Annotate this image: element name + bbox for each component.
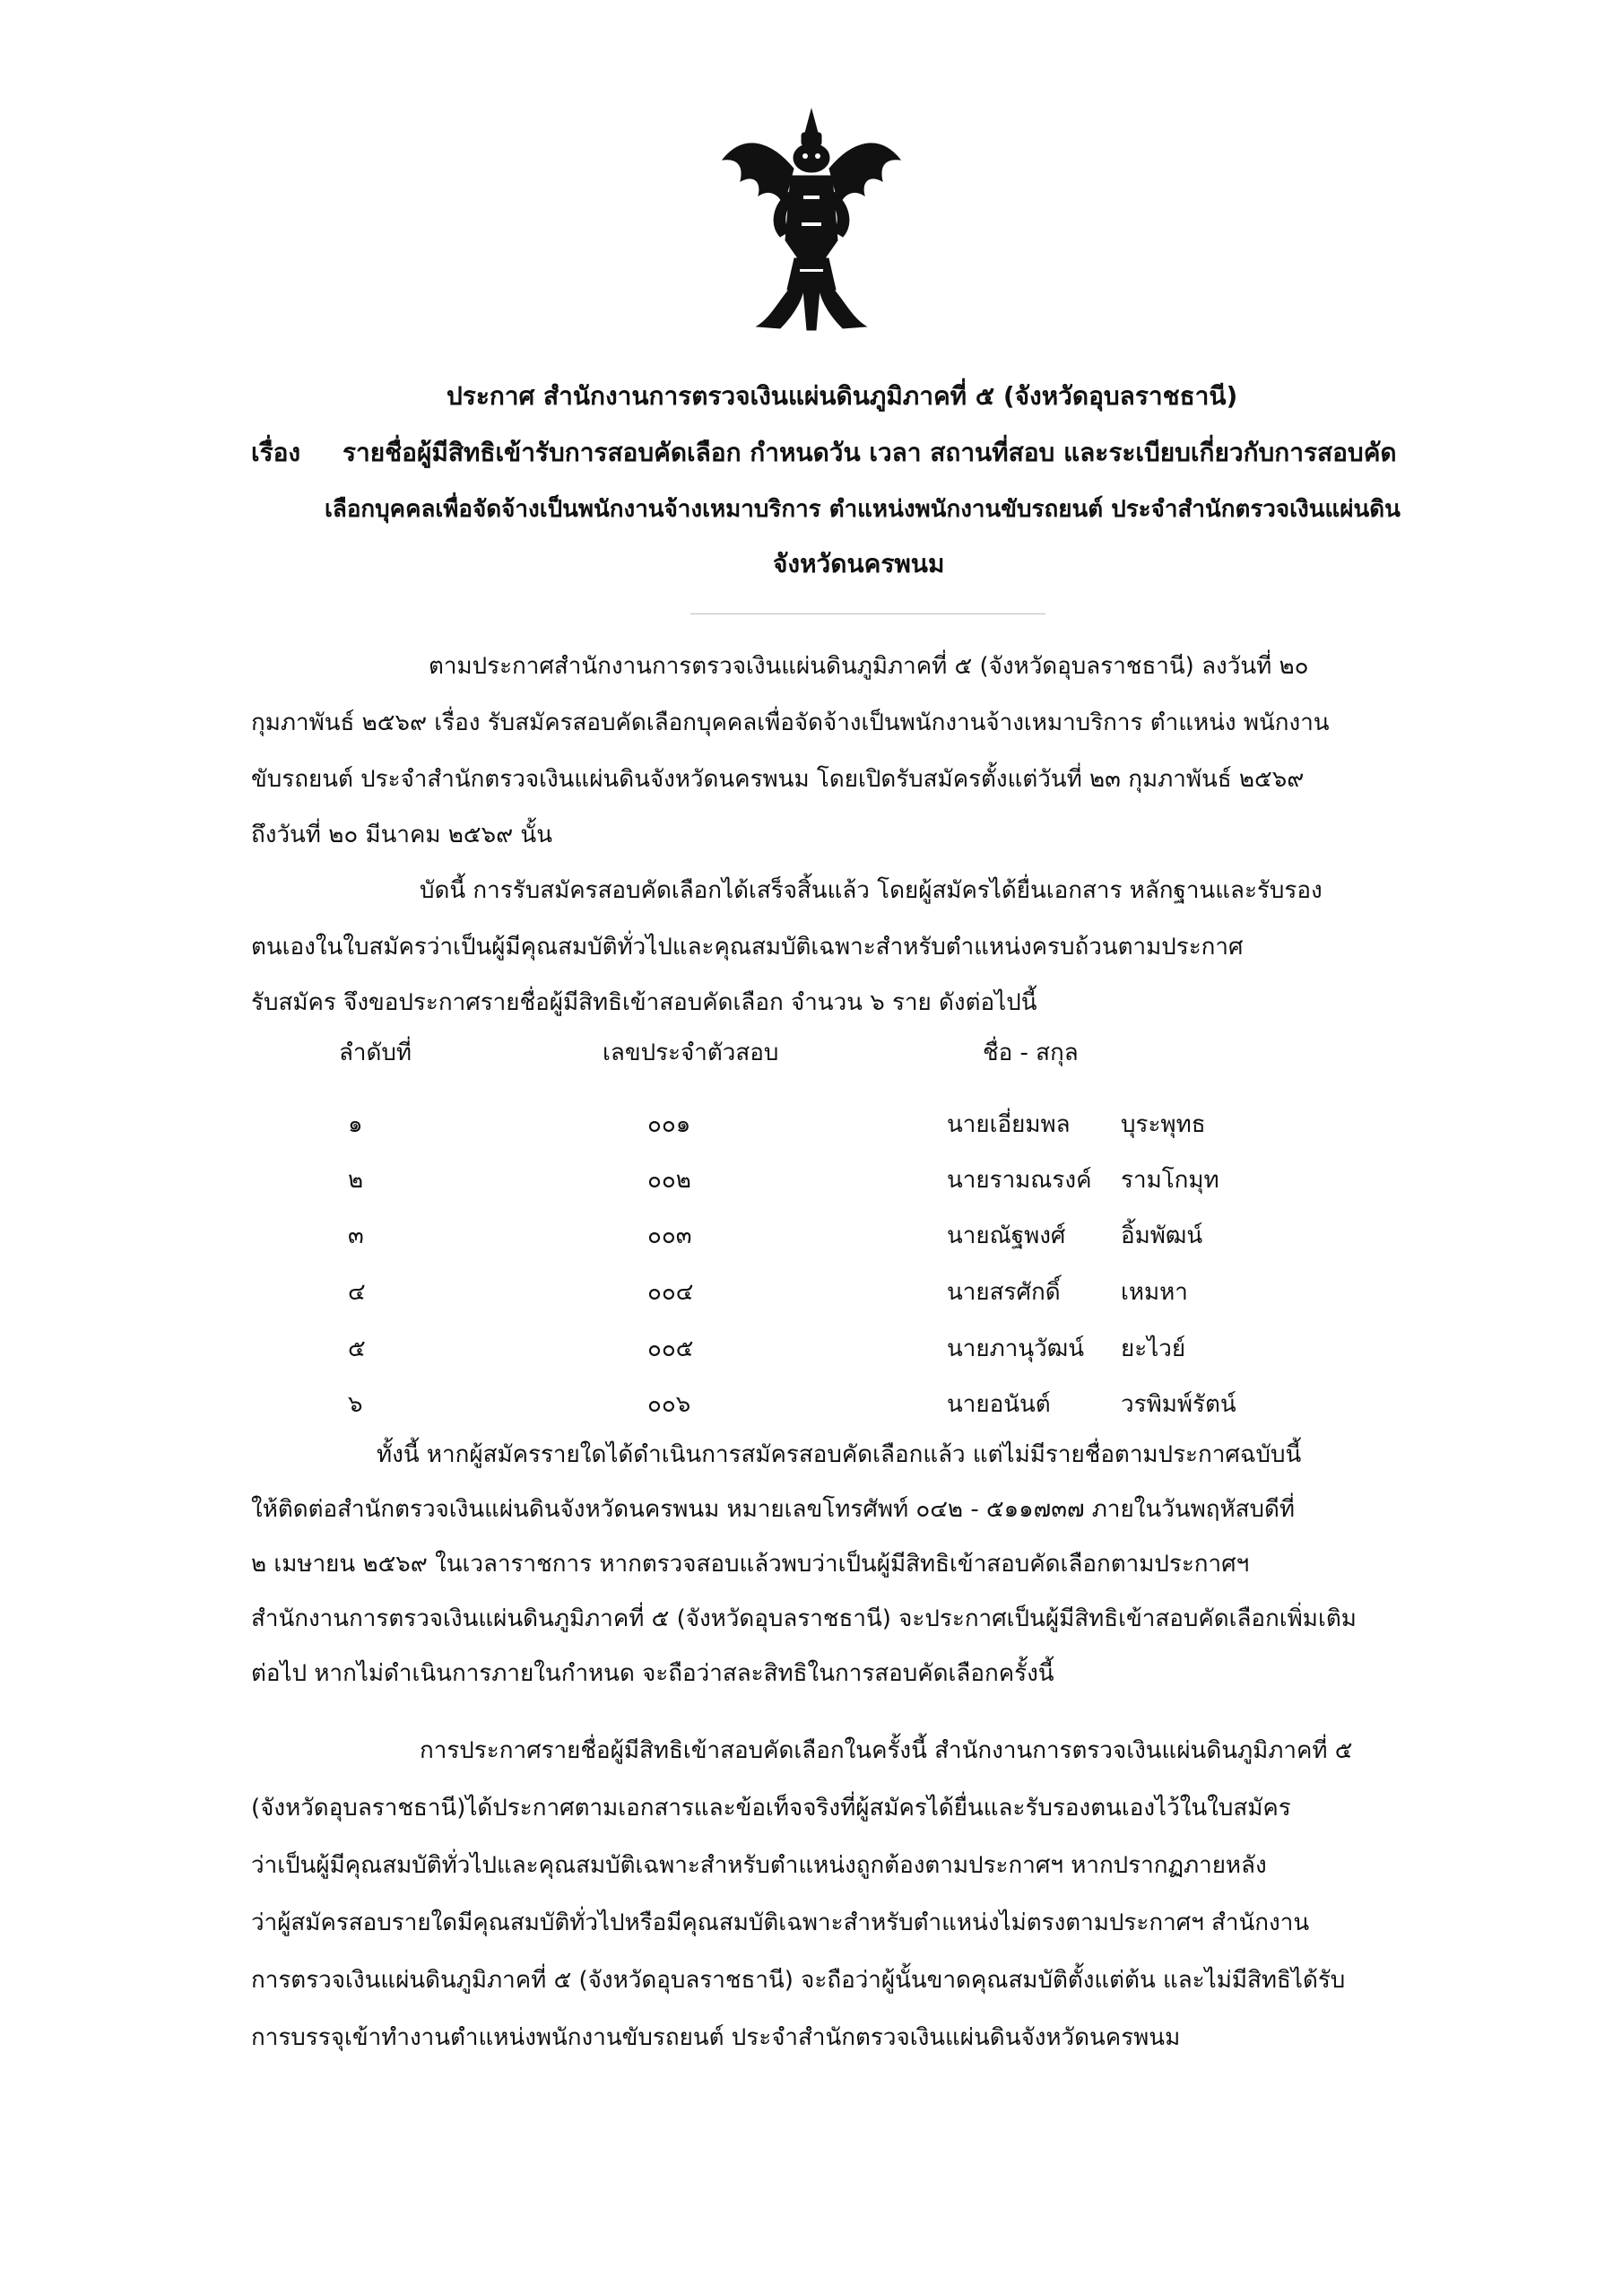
row-last-name: ยะไวย์ — [1121, 1335, 1186, 1362]
row-last-name: วรพิมพ์รัตน์ — [1121, 1391, 1236, 1418]
row-first-name: นายอนันต์ — [947, 1391, 1051, 1418]
paragraph1-line-3: ขับรถยนต์ ประจำสำนักตรวจเงินแผ่นดินจังหวัดนครพนม โดยเปิดรับสมัครตั้งแต่วันที่ ๒๓ กุมภาพันธ์ ๒๕๖๙ — [251, 766, 1305, 793]
paragraph3-line-1: ทั้งนี้ หากผู้สมัครรายใดได้ดำเนินการสมัครสอบคัดเลือกแล้ว แต่ไม่มีรายชื่อตามประกาศฉบับนี้ — [377, 1441, 1302, 1468]
paragraph4-line-3: ว่าเป็นผู้มีคุณสมบัติทั่วไปและคุณสมบัติเฉพาะสำหรับตำแหน่งถูกต้องตามประกาศฯ หากปรากฏภายหลัง — [251, 1852, 1267, 1879]
paragraph4-line-6: การบรรจุเข้าทำงานตำแหน่งพนักงานขับรถยนต์ ประจำสำนักตรวจเงินแผ่นดินจังหวัดนครพนม — [251, 2024, 1181, 2051]
row-no: ๒ — [348, 1167, 364, 1194]
row-first-name: นายเอี่ยมพล — [947, 1111, 1071, 1138]
row-first-name: นายรามณรงค์ — [947, 1167, 1092, 1194]
paragraph2-line-1: บัดนี้ การรับสมัครสอบคัดเลือกได้เสร็จสิ้นแล้ว โดยผู้สมัครได้ยื่นเอกสาร หลักฐานและรับรอง — [420, 877, 1323, 904]
paragraph2-line-3: รับสมัคร จึงขอประกาศรายชื่อผู้มีสิทธิเข้าสอบคัดเลือก จำนวน ๖ ราย ดังต่อไปนี้ — [251, 989, 1037, 1016]
paragraph3-line-3: ๒ เมษายน ๒๕๖๙ ในเวลาราชการ หากตรวจสอบแล้วพบว่าเป็นผู้มีสิทธิเข้าสอบคัดเลือกตามประกาศฯ — [251, 1551, 1250, 1578]
header-divider — [690, 613, 1045, 614]
row-id: ๐๐๖ — [647, 1391, 691, 1418]
paragraph1-line-2: กุมภาพันธ์ ๒๕๖๙ เรื่อง รับสมัครสอบคัดเลือกบุคคลเพื่อจัดจ้างเป็นพนักงานจ้างเหมาบริการ ตำแหน่ง พนักงาน — [251, 709, 1330, 736]
paragraph2-line-2: ตนเองในใบสมัครว่าเป็นผู้มีคุณสมบัติทั่วไปและคุณสมบัติเฉพาะสำหรับตำแหน่งครบถ้วนตามประกาศ — [251, 934, 1244, 961]
subject-label: เรื่อง — [251, 438, 301, 467]
paragraph3-line-5: ต่อไป หากไม่ดำเนินการภายในกำหนด จะถือว่าสละสิทธิในการสอบคัดเลือกครั้งนี้ — [251, 1660, 1054, 1687]
subject-line-3: จังหวัดนครพนม — [773, 549, 945, 578]
paragraph4-line-1: การประกาศรายชื่อผู้มีสิทธิเข้าสอบคัดเลือกในครั้งนี้ สำนักงานการตรวจเงินแผ่นดินภูมิภาคที่ ๕ — [420, 1737, 1353, 1764]
table-header-no: ลำดับที่ — [339, 1039, 412, 1066]
row-no: ๕ — [348, 1335, 366, 1362]
paragraph4-line-2: (จังหวัดอุบลราชธานี)ได้ประกาศตามเอกสารและข้อเท็จจริงที่ผู้สมัครได้ยื่นและรับรองตนเองไว้ในใบสมัคร — [251, 1795, 1291, 1822]
row-last-name: บุระพุทธ — [1121, 1111, 1206, 1138]
row-id: ๐๐๑ — [647, 1111, 691, 1138]
row-last-name: รามโกมุท — [1121, 1167, 1219, 1194]
paragraph3-line-4: สำนักงานการตรวจเงินแผ่นดินภูมิภาคที่ ๕ (จังหวัดอุบลราชธานี) จะประกาศเป็นผู้มีสิทธิเข้าสอบคัดเลือกเพิ่มเติม — [251, 1605, 1357, 1632]
subject-line-2: เลือกบุคคลเพื่อจัดจ้างเป็นพนักงานจ้างเหมาบริการ ตำแหน่งพนักงานขับรถยนต์ ประจำสำนักตรวจเงินแผ่นดิน — [325, 496, 1401, 523]
row-no: ๑ — [348, 1111, 363, 1138]
table-header-id: เลขประจำตัวสอบ — [603, 1039, 779, 1066]
row-first-name: นายสรศักดิ์ — [947, 1279, 1061, 1306]
paragraph3-line-2: ให้ติดต่อสำนักตรวจเงินแผ่นดินจังหวัดนครพนม หมายเลขโทรศัพท์ ๐๔๒ - ๕๑๑๗๓๗ ภายในวันพฤหัสบดีที่ — [251, 1496, 1296, 1523]
announcement-title: ประกาศ สำนักงานการตรวจเงินแผ่นดินภูมิภาคที่ ๕ (จังหวัดอุบลราชธานี) — [447, 381, 1238, 411]
row-id: ๐๐๓ — [647, 1222, 692, 1249]
row-id: ๐๐๔ — [647, 1279, 694, 1306]
paragraph1-line-4: ถึงวันที่ ๒๐ มีนาคม ๒๕๖๙ นั้น — [251, 822, 552, 848]
row-id: ๐๐๕ — [647, 1335, 694, 1362]
row-first-name: นายณัฐพงศ์ — [947, 1222, 1066, 1249]
table-header-name: ชื่อ - สกุล — [983, 1039, 1079, 1066]
paragraph4-line-5: การตรวจเงินแผ่นดินภูมิภาคที่ ๕ (จังหวัดอุบลราชธานี) จะถือว่าผู้นั้นขาดคุณสมบัติตั้งแต่ต้น และไม่มีสิทธิได้รับ — [251, 1967, 1346, 1994]
row-no: ๔ — [348, 1279, 366, 1306]
row-first-name: นายภานุวัฒน์ — [947, 1335, 1084, 1362]
row-id: ๐๐๒ — [647, 1167, 691, 1194]
subject-line-1: รายชื่อผู้มีสิทธิเข้ารับการสอบคัดเลือก กำหนดวัน เวลา สถานที่สอบ และระเบียบเกี่ยวกับการสอบคัด — [343, 438, 1397, 467]
paragraph1-line-1: ตามประกาศสำนักงานการตรวจเงินแผ่นดินภูมิภาคที่ ๕ (จังหวัดอุบลราชธานี) ลงวันที่ ๒๐ — [429, 653, 1309, 680]
paragraph4-line-4: ว่าผู้สมัครสอบรายใดมีคุณสมบัติทั่วไปหรือมีคุณสมบัติเฉพาะสำหรับตำแหน่งไม่ตรงตามประกาศฯ สำนักงาน — [251, 1909, 1310, 1936]
row-no: ๖ — [348, 1391, 363, 1418]
row-no: ๓ — [348, 1222, 364, 1249]
row-last-name: เหมหา — [1121, 1279, 1188, 1306]
row-last-name: อิ้มพัฒน์ — [1121, 1222, 1203, 1249]
garuda-emblem — [717, 106, 906, 339]
